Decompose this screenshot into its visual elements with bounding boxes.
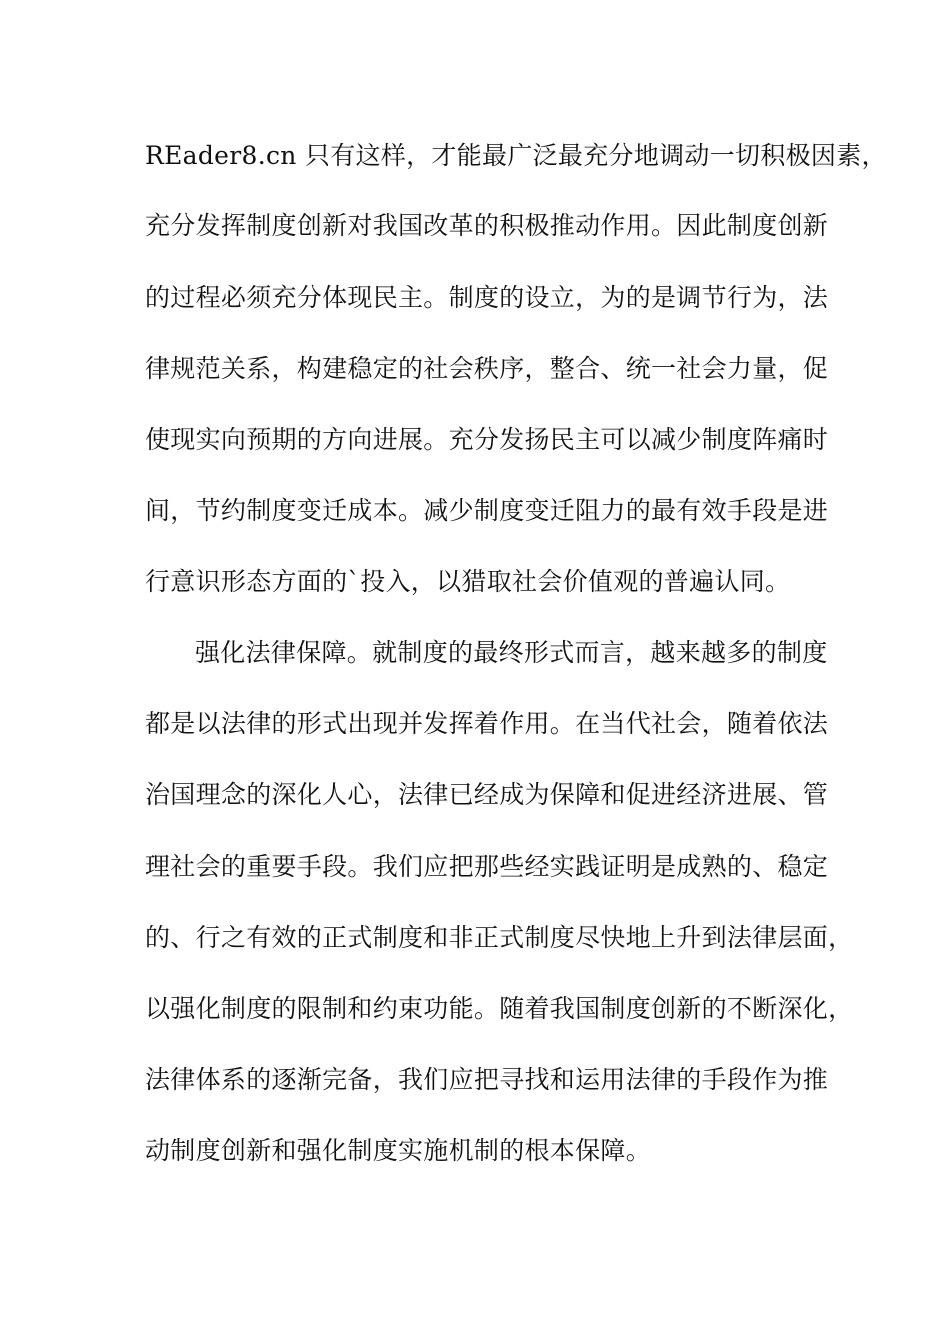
paragraph-2-line-8: 动制度创新和强化制度实施机制的根本保障。 [145, 1136, 652, 1165]
paragraph-2-line-7: 法律体系的逐渐完备，我们应把寻找和运用法律的手段作为推 [145, 1065, 829, 1094]
paragraph-1-line-6: 间，节约制度变迁成本。减少制度变迁阻力的最有效手段是进 [145, 496, 829, 525]
paragraph-2-line-4: 理社会的重要手段。我们应把那些经实践证明是成熟的、稳定 [145, 852, 829, 881]
paragraph-2-line-2: 都是以法律的形式出现并发挥着作用。在当代社会，随着依法 [145, 709, 829, 738]
paragraph-2-line-6: 以强化制度的限制和约束功能。随着我国制度创新的不断深化， [145, 994, 854, 1023]
paragraph-1-line-5: 使现实向预期的方向进展。充分发扬民主可以减少制度阵痛时 [145, 425, 829, 454]
paragraph-2-line-3: 治国理念的深化人心，法律已经成为保障和促进经济进展、管 [145, 780, 829, 809]
paragraph-2-line-5: 的、行之有效的正式制度和非正式制度尽快地上升到法律层面， [145, 923, 854, 952]
paragraph-2-line-1: 强化法律保障。就制度的最终形式而言，越来越多的制度 [195, 638, 828, 667]
paragraph-1-line-4: 律规范关系，构建稳定的社会秩序，整合、统一社会力量，促 [145, 354, 829, 383]
paragraph-1-line-7: 行意识形态方面的`投入，以猎取社会价值观的普遍认同。 [145, 567, 791, 596]
paragraph-1-line-3: 的过程必须充分体现民主。制度的设立，为的是调节行为，法 [145, 283, 829, 312]
paragraph-1-line-2: 充分发挥制度创新对我国改革的积极推动作用。因此制度创新 [145, 211, 829, 240]
paragraph-1-line-1: REader8.cn 只有这样，才能最广泛最充分地调动一切积极因素， [145, 141, 887, 170]
